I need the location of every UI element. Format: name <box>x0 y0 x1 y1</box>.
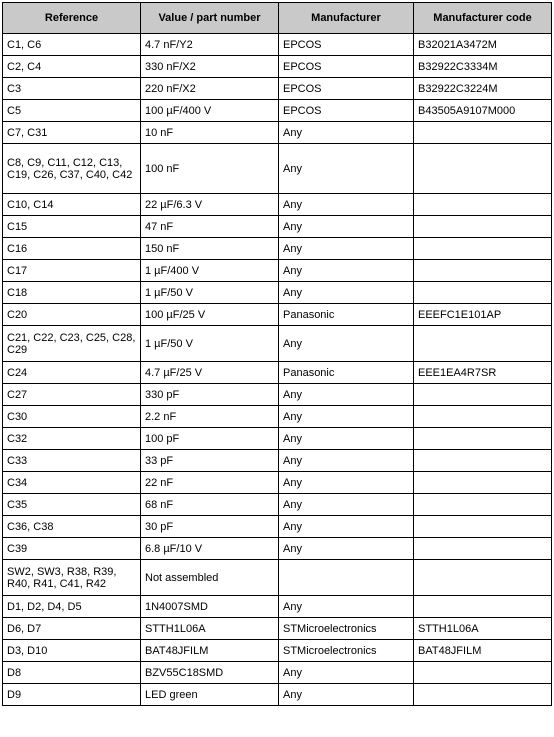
table-row <box>3 78 552 100</box>
cell-manufacturer: Any <box>279 516 414 538</box>
cell-reference: C30 <box>3 406 141 428</box>
cell-manufacturer: Any <box>279 260 414 282</box>
cell-manufacturer-code: EEE1EA4R7SR <box>414 362 552 384</box>
cell-manufacturer-code <box>414 538 552 560</box>
table-row <box>3 362 552 384</box>
header-manufacturer: Manufacturer <box>279 3 414 34</box>
table-row <box>3 662 552 684</box>
cell-manufacturer: Any <box>279 216 414 238</box>
header-value-part-number: Value / part number <box>141 3 279 34</box>
cell-manufacturer-code <box>414 260 552 282</box>
cell-manufacturer-code <box>414 216 552 238</box>
table-row <box>3 122 552 144</box>
cell-reference: C10, C14 <box>3 194 141 216</box>
cell-manufacturer-code <box>414 384 552 406</box>
cell-reference: C7, C31 <box>3 122 141 144</box>
cell-manufacturer: Any <box>279 282 414 304</box>
cell-manufacturer-code: B32922C3334M <box>414 56 552 78</box>
cell-value-part-number: 100 pF <box>141 428 279 450</box>
cell-manufacturer-code <box>414 406 552 428</box>
cell-reference: D8 <box>3 662 141 684</box>
cell-value-part-number: 22 µF/6.3 V <box>141 194 279 216</box>
cell-manufacturer-code <box>414 684 552 706</box>
cell-value-part-number: 6.8 µF/10 V <box>141 538 279 560</box>
table-row <box>3 494 552 516</box>
cell-manufacturer-code <box>414 326 552 362</box>
cell-manufacturer-code <box>414 450 552 472</box>
cell-manufacturer: Any <box>279 122 414 144</box>
cell-manufacturer: Panasonic <box>279 362 414 384</box>
table-row <box>3 516 552 538</box>
cell-reference: C36, C38 <box>3 516 141 538</box>
cell-manufacturer-code <box>414 194 552 216</box>
cell-reference: C21, C22, C23, C25, C28, C29 <box>3 326 141 362</box>
table-row <box>3 472 552 494</box>
cell-reference: C2, C4 <box>3 56 141 78</box>
cell-manufacturer: Any <box>279 662 414 684</box>
cell-manufacturer: Any <box>279 194 414 216</box>
table-row <box>3 640 552 662</box>
cell-value-part-number: 33 pF <box>141 450 279 472</box>
cell-manufacturer-code <box>414 662 552 684</box>
cell-reference: C3 <box>3 78 141 100</box>
cell-manufacturer-code: B32021A3472M <box>414 34 552 56</box>
cell-manufacturer-code: B43505A9107M000 <box>414 100 552 122</box>
cell-value-part-number: 10 nF <box>141 122 279 144</box>
cell-reference: C18 <box>3 282 141 304</box>
cell-manufacturer-code <box>414 516 552 538</box>
cell-manufacturer: STMicroelectronics <box>279 640 414 662</box>
table-row <box>3 304 552 326</box>
table-row <box>3 384 552 406</box>
table-row <box>3 282 552 304</box>
cell-value-part-number: 30 pF <box>141 516 279 538</box>
cell-manufacturer: Any <box>279 596 414 618</box>
table-row <box>3 428 552 450</box>
table-row <box>3 560 552 596</box>
cell-manufacturer: EPCOS <box>279 100 414 122</box>
cell-manufacturer: Any <box>279 326 414 362</box>
table-row <box>3 406 552 428</box>
cell-manufacturer-code <box>414 560 552 596</box>
cell-manufacturer <box>279 560 414 596</box>
cell-reference: C15 <box>3 216 141 238</box>
cell-manufacturer-code <box>414 596 552 618</box>
cell-value-part-number: 47 nF <box>141 216 279 238</box>
table-row <box>3 144 552 194</box>
cell-value-part-number: 68 nF <box>141 494 279 516</box>
table-row <box>3 596 552 618</box>
cell-value-part-number: STTH1L06A <box>141 618 279 640</box>
table-row <box>3 216 552 238</box>
table-row <box>3 684 552 706</box>
cell-manufacturer: Any <box>279 538 414 560</box>
cell-value-part-number: 150 nF <box>141 238 279 260</box>
cell-value-part-number: LED green <box>141 684 279 706</box>
cell-value-part-number: 1 µF/50 V <box>141 282 279 304</box>
cell-reference: C35 <box>3 494 141 516</box>
cell-manufacturer: Any <box>279 384 414 406</box>
cell-reference: C34 <box>3 472 141 494</box>
header-reference: Reference <box>3 3 141 34</box>
table-row <box>3 100 552 122</box>
cell-value-part-number: 4.7 nF/Y2 <box>141 34 279 56</box>
cell-value-part-number: 220 nF/X2 <box>141 78 279 100</box>
cell-manufacturer: Any <box>279 428 414 450</box>
cell-value-part-number: 330 pF <box>141 384 279 406</box>
cell-value-part-number: 100 µF/25 V <box>141 304 279 326</box>
cell-manufacturer-code: EEEFC1E101AP <box>414 304 552 326</box>
table-row <box>3 618 552 640</box>
cell-manufacturer: Any <box>279 494 414 516</box>
table-row <box>3 194 552 216</box>
cell-reference: D1, D2, D4, D5 <box>3 596 141 618</box>
cell-value-part-number: 1 µF/400 V <box>141 260 279 282</box>
cell-manufacturer: Any <box>279 144 414 194</box>
cell-manufacturer: EPCOS <box>279 34 414 56</box>
cell-manufacturer: EPCOS <box>279 78 414 100</box>
header-row <box>3 3 552 34</box>
cell-manufacturer-code <box>414 428 552 450</box>
table-row <box>3 538 552 560</box>
cell-manufacturer: Any <box>279 684 414 706</box>
cell-manufacturer: Any <box>279 406 414 428</box>
cell-manufacturer-code: B32922C3224M <box>414 78 552 100</box>
cell-value-part-number: 100 nF <box>141 144 279 194</box>
bom-table <box>2 2 552 706</box>
cell-value-part-number: 1N4007SMD <box>141 596 279 618</box>
table-row <box>3 326 552 362</box>
cell-reference: C17 <box>3 260 141 282</box>
cell-reference: SW2, SW3, R38, R39, R40, R41, C41, R42 <box>3 560 141 596</box>
table-row <box>3 260 552 282</box>
cell-reference: D6, D7 <box>3 618 141 640</box>
cell-reference: C24 <box>3 362 141 384</box>
cell-manufacturer-code <box>414 494 552 516</box>
cell-manufacturer-code <box>414 282 552 304</box>
cell-value-part-number: 4.7 µF/25 V <box>141 362 279 384</box>
cell-manufacturer-code: STTH1L06A <box>414 618 552 640</box>
cell-reference: D3, D10 <box>3 640 141 662</box>
cell-reference: C32 <box>3 428 141 450</box>
table-body <box>3 34 552 706</box>
cell-value-part-number: 330 nF/X2 <box>141 56 279 78</box>
cell-reference: D9 <box>3 684 141 706</box>
cell-manufacturer-code <box>414 472 552 494</box>
cell-manufacturer-code <box>414 144 552 194</box>
header-manufacturer-code: Manufacturer code <box>414 3 552 34</box>
cell-value-part-number: 2.2 nF <box>141 406 279 428</box>
cell-value-part-number: 1 µF/50 V <box>141 326 279 362</box>
cell-manufacturer: Any <box>279 450 414 472</box>
cell-reference: C20 <box>3 304 141 326</box>
cell-value-part-number: Not assembled <box>141 560 279 596</box>
cell-manufacturer-code <box>414 122 552 144</box>
cell-value-part-number: 100 µF/400 V <box>141 100 279 122</box>
cell-reference: C1, C6 <box>3 34 141 56</box>
cell-value-part-number: BAT48JFILM <box>141 640 279 662</box>
cell-manufacturer: Any <box>279 472 414 494</box>
cell-manufacturer: EPCOS <box>279 56 414 78</box>
cell-manufacturer-code: BAT48JFILM <box>414 640 552 662</box>
cell-reference: C39 <box>3 538 141 560</box>
table-row <box>3 34 552 56</box>
cell-reference: C8, C9, C11, C12, C13, C19, C26, C37, C40, C42 <box>3 144 141 194</box>
cell-reference: C5 <box>3 100 141 122</box>
cell-manufacturer: STMicroelectronics <box>279 618 414 640</box>
cell-manufacturer: Panasonic <box>279 304 414 326</box>
table-row <box>3 238 552 260</box>
table-row <box>3 450 552 472</box>
cell-reference: C16 <box>3 238 141 260</box>
cell-manufacturer: Any <box>279 238 414 260</box>
cell-value-part-number: BZV55C18SMD <box>141 662 279 684</box>
cell-reference: C33 <box>3 450 141 472</box>
cell-reference: C27 <box>3 384 141 406</box>
cell-manufacturer-code <box>414 238 552 260</box>
table-row <box>3 56 552 78</box>
cell-value-part-number: 22 nF <box>141 472 279 494</box>
